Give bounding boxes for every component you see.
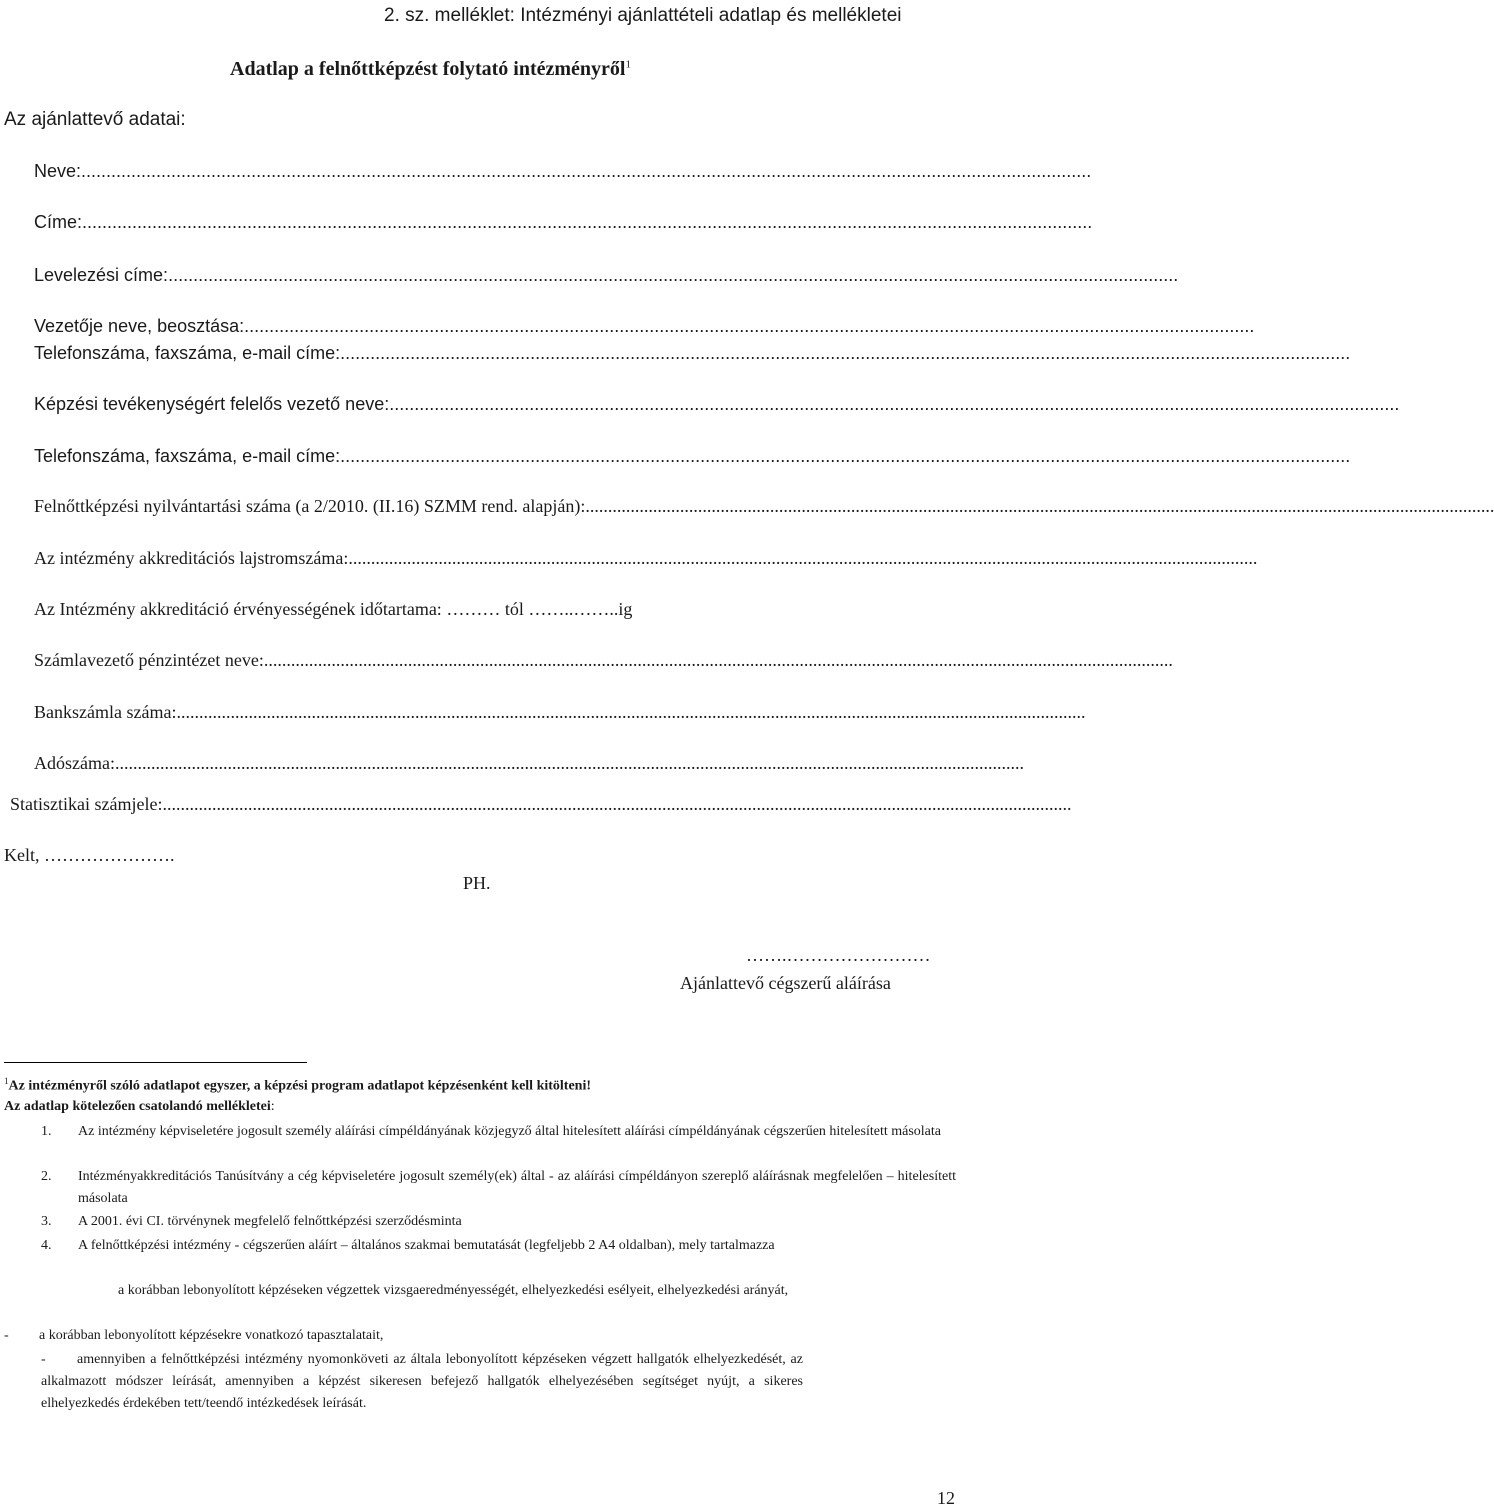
signature-line[interactable]: …….…………………… <box>746 945 931 965</box>
page-number: 12 <box>937 1488 955 1508</box>
list-item: Az intézmény képviseletére jogosult személy aláírási címpéldányának közjegyző által hitelesített aláírási címpéldányának cégszerűen hitelesített másolata <box>78 1124 941 1139</box>
fill-in-dots: .......................................................................................................................................................................................................... <box>81 161 1092 181</box>
field-training-manager[interactable] <box>34 394 1400 414</box>
footnote-note <box>4 1077 591 1094</box>
field-name[interactable] <box>34 161 1092 181</box>
footnote-rule <box>4 1062 307 1063</box>
fill-in-dots: .......................................................................................................................................................................................................... <box>176 702 1086 722</box>
field-mailing-address[interactable] <box>34 265 1179 285</box>
field-address[interactable] <box>34 212 1093 232</box>
stamp-label: PH. <box>463 873 491 893</box>
fill-in-dots: .......................................................................................................................................................................................................... <box>82 212 1093 232</box>
date-field[interactable]: Kelt, …………………. <box>4 845 175 865</box>
fill-in-dots: .......................................................................................................................................................................................................... <box>340 446 1351 466</box>
fill-in-dots: .......................................................................................................................................................................................................... <box>168 265 1179 285</box>
field-bank-account[interactable] <box>34 702 1086 722</box>
field-accreditation-number[interactable] <box>34 548 1258 568</box>
fill-in-dots: .......................................................................................................................................................................................................... <box>263 650 1173 670</box>
list-item-number: 2. <box>41 1169 52 1184</box>
footnote-ref: 1 <box>625 58 631 71</box>
field-statistical-code[interactable] <box>10 794 1072 814</box>
field-name-label: Neve: <box>34 161 82 181</box>
field-accreditation-validity[interactable] <box>34 600 632 618</box>
annex-title: 2. sz. melléklet: Intézményi ajánlattételi adatlap és mellékletei <box>384 5 902 26</box>
fill-in-dots: .......................................................................................................................................................................................................... <box>114 753 1024 773</box>
signature-label: Ajánlattevő cégszerű aláírása <box>680 973 891 993</box>
field-head-name-label: Vezetője neve, beosztása: <box>34 316 245 336</box>
fill-in-dots: .......................................................................................................................................................................................................... <box>585 496 1494 516</box>
section-label: Az ajánlattevő adatai: <box>4 109 186 130</box>
attachments-title-text: Az adatlap kötelezően csatolandó mellékletei <box>4 1099 271 1114</box>
attachments-title-colon: : <box>270 1099 275 1114</box>
field-manager-contact[interactable] <box>34 446 1351 466</box>
field-accreditation-validity-label: Az Intézmény akkreditáció érvényességének időtartama: <box>34 599 442 619</box>
field-registration-label: Felnőttképzési nyilvántartási száma (a 2/2010. (II.16) SZMM rend. alapján): <box>34 496 586 516</box>
attachments-title <box>4 1100 275 1114</box>
fill-in-dots: .......................................................................................................................................................................................................... <box>244 316 1255 336</box>
list-item-number: 1. <box>41 1124 52 1139</box>
field-bank-account-label: Bankszámla száma: <box>34 702 177 722</box>
field-address-label: Címe: <box>34 212 83 232</box>
validity-from[interactable]: ……… tól <box>446 599 524 619</box>
field-head-contact[interactable] <box>34 343 1351 363</box>
fill-in-dots: .......................................................................................................................................................................................................... <box>162 794 1072 814</box>
sub-item-dash: - <box>41 1352 46 1367</box>
fill-in-dots: .......................................................................................................................................................................................................... <box>389 394 1400 414</box>
fill-in-dots: .......................................................................................................................................................................................................... <box>340 343 1351 363</box>
field-tax-number-label: Adószáma: <box>34 753 115 773</box>
field-training-manager-label: Képzési tevékenységért felelős vezető neve: <box>34 394 390 414</box>
footnote-number: 1 <box>4 1076 9 1086</box>
form-title-text: Adatlap a felnőttképzést folytató intézményről <box>230 58 626 80</box>
list-item: Intézményakkreditációs Tanúsítvány a cég képviseletére jogosult személy(ek) által - az aláírási címpéldányon szereplő aláírásnak megfelelően – hitelesített másolata <box>78 1169 956 1206</box>
fill-in-dots: .......................................................................................................................................................................................................... <box>348 548 1258 568</box>
list-item: A felnőttképzési intézmény - cégszerűen aláírt – általános szakmai bemutatását (legfeljebb 2 A4 oldalban), mely tartalmazza <box>78 1238 775 1253</box>
field-tax-number[interactable] <box>34 753 1024 773</box>
field-registration[interactable] <box>34 496 1494 516</box>
field-accreditation-number-label: Az intézmény akkreditációs lajstromszáma: <box>34 548 349 568</box>
list-item: A 2001. évi CI. törvénynek megfelelő felnőttképzési szerződésminta <box>78 1214 462 1229</box>
form-title <box>230 59 631 79</box>
field-head-name[interactable] <box>34 316 1255 336</box>
sub-item: a korábban lebonyolított képzéseken végzettek vizsgaeredményességét, elhelyezkedési esélyeit, elhelyezkedési arányát, <box>118 1283 789 1298</box>
sub-item: amennyiben a felnőttképzési intézmény nyomonköveti az általa lebonyolított képzéseken végzett hallgatók elhelyezkedését, az alkalmazott módszer leírását, amennyiben a képzést sikeresen befejező hallgatók elhelyezésében segítséget nyújt, a sikeres elhelyezkedés érdekében tett/teendő intézkedések leírását. <box>41 1352 803 1411</box>
sub-item-dash: - <box>4 1328 9 1343</box>
field-mailing-address-label: Levelezési címe: <box>34 265 169 285</box>
field-head-contact-label: Telefonszáma, faxszáma, e-mail címe: <box>34 343 341 363</box>
sub-item: a korábban lebonyolított képzésekre vonatkozó tapasztalatait, <box>39 1328 384 1343</box>
field-manager-contact-label: Telefonszáma, faxszáma, e-mail címe: <box>34 446 341 466</box>
field-bank-name-label: Számlavezető pénzintézet neve: <box>34 650 264 670</box>
validity-to[interactable]: ……..……..ig <box>528 599 633 619</box>
field-statistical-code-label: Statisztikai számjele: <box>10 794 163 814</box>
list-item-number: 3. <box>41 1214 52 1229</box>
field-bank-name[interactable] <box>34 650 1173 670</box>
list-item-number: 4. <box>41 1238 52 1253</box>
footnote-note-text: Az intézményről szóló adatlapot egyszer, a képzési program adatlapot képzésenként kell kitölteni! <box>8 1078 592 1094</box>
